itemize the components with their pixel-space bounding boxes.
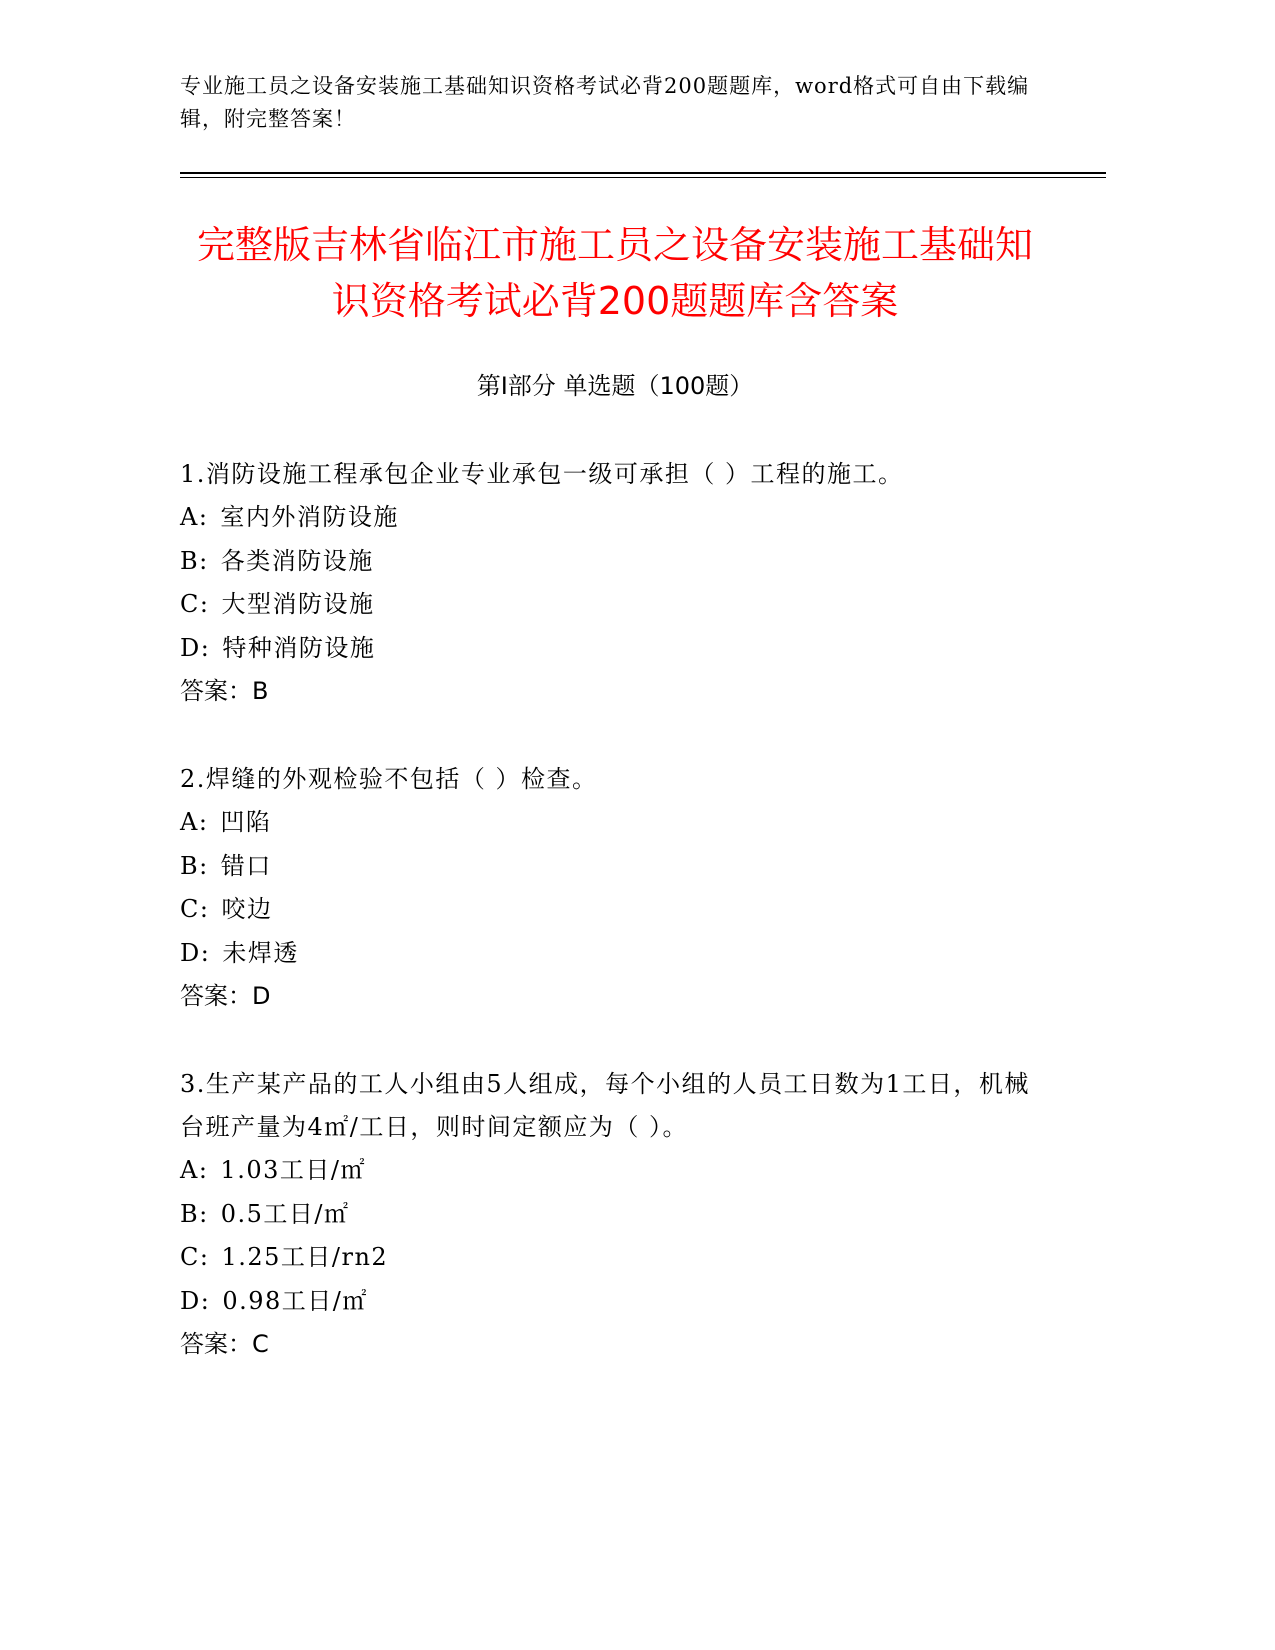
question-2 [180, 758, 1040, 1019]
option-c [180, 583, 1040, 627]
question-stem: 1.消防设施工程承包企业专业承包一级可承担（ ）工程的施工。 [180, 460, 904, 488]
option-text: 咬边 [221, 895, 273, 923]
answer: 答案：C [180, 1330, 269, 1358]
option-key: B: [180, 546, 209, 575]
option-key: D: [180, 633, 211, 662]
option-d [180, 627, 1040, 671]
option-d [180, 1280, 1040, 1324]
option-key: D: [180, 1286, 211, 1315]
option-c [180, 1236, 1040, 1280]
option-text: 大型消防设施 [221, 590, 375, 618]
option-text: 0.98工日/㎡ [222, 1286, 368, 1315]
option-d [180, 932, 1040, 976]
option-key: C: [180, 590, 210, 618]
answer: 答案：B [180, 677, 269, 705]
option-a [180, 801, 1040, 845]
option-b [180, 540, 1040, 584]
option-text: 各类消防设施 [220, 546, 374, 575]
section-title: 第I部分 单选题（100题） [476, 372, 754, 400]
option-c [180, 888, 1040, 932]
header-divider-thin [180, 177, 1106, 178]
question-3 [180, 1063, 1040, 1367]
option-text: 特种消防设施 [222, 633, 376, 662]
option-key: C: [180, 895, 210, 923]
option-text: 0.5工日/㎡ [220, 1199, 350, 1228]
question-1 [180, 453, 1040, 714]
header-note: 专业施工员之设备安装施工基础知识资格考试必背200题题库，word格式可自由下载编辑，附完整答案！ [180, 74, 1030, 131]
answer: 答案：D [180, 982, 271, 1010]
option-text: 室内外消防设施 [220, 503, 399, 531]
option-key: A: [180, 1156, 209, 1184]
option-key: B: [180, 851, 209, 880]
option-text: 1.03工日/㎡ [220, 1156, 366, 1184]
option-key: D: [180, 938, 211, 967]
option-text: 错口 [220, 851, 272, 880]
option-key: A: [180, 503, 209, 531]
question-stem: 3.生产某产品的工人小组由5人组成，每个小组的人员工日数为1工日，机械台班产量为4㎡/工日，则时间定额应为（ ）。 [180, 1070, 1030, 1141]
option-a [180, 496, 1040, 540]
option-key: C: [180, 1243, 210, 1271]
header-divider-thick [180, 172, 1106, 174]
option-key: B: [180, 1199, 209, 1228]
option-text: 1.25工日/rn2 [221, 1243, 389, 1271]
question-stem: 2.焊缝的外观检验不包括（ ）检查。 [180, 765, 598, 793]
option-text: 凹陷 [220, 808, 272, 836]
option-b [180, 1193, 1040, 1237]
option-key: A: [180, 808, 209, 836]
option-a [180, 1149, 1040, 1193]
option-text: 未焊透 [222, 938, 299, 967]
document-title: 完整版吉林省临江市施工员之设备安装施工基础知识资格考试必背200题题库含答案 [196, 223, 1033, 323]
option-b [180, 845, 1040, 889]
